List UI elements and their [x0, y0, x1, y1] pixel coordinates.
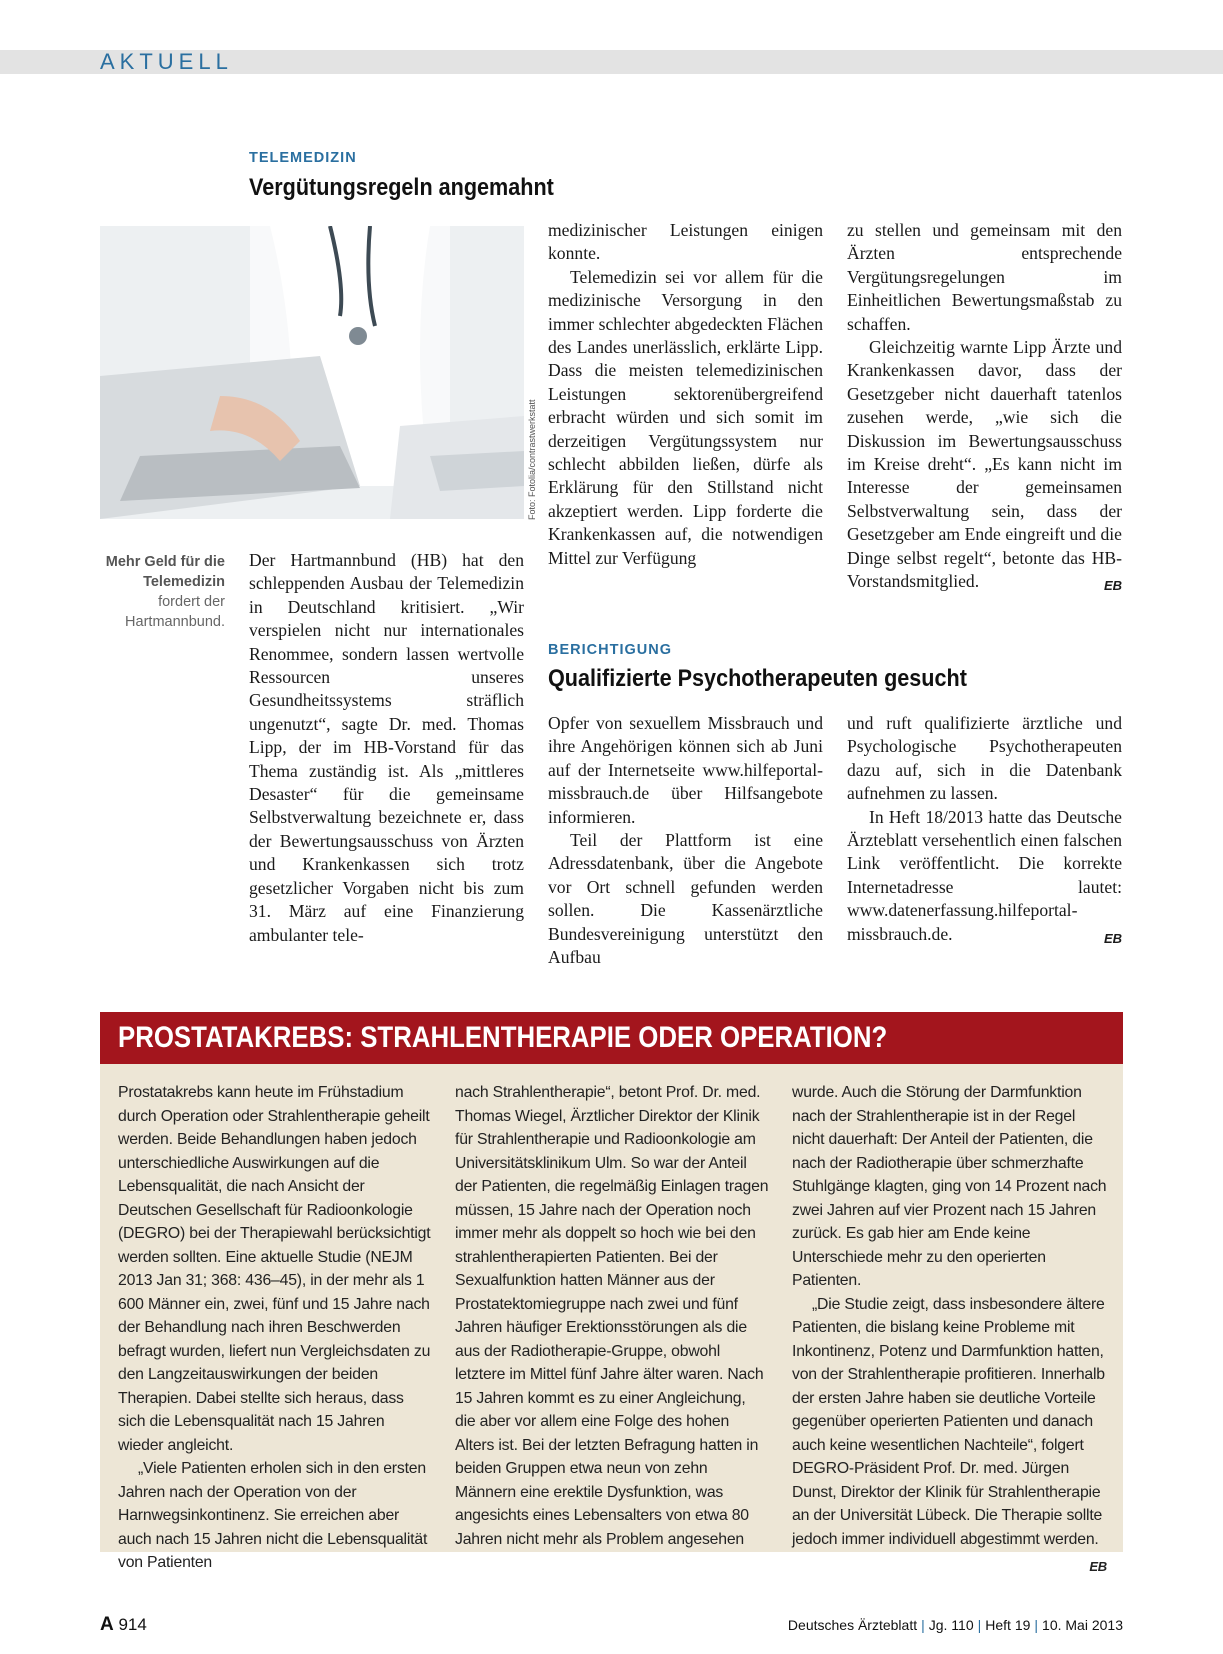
paragraph: wurde. Auch die Störung der Darmfunktion nach der Strahlentherapie ist in der Regel nicht dauerhaft: Der Anteil der Patienten, die nach der Radiotherapie über schmerzhafte Stuhlgänge klagten, ging von 14 Prozent nach zwei Jahren auf vier Prozent nach 15 Jahren zurück. Es gab hier am Ende keine Unterschiede mehr zu den operierten Patienten.: [792, 1084, 1107, 1289]
journal-info: Deutsches Ärzteblatt | Jg. 110 | Heft 19 | 10. Mai 2013: [787, 1617, 1123, 1633]
article1-photo: [100, 226, 524, 519]
page-prefix: A: [100, 1614, 114, 1635]
infobox-column-1: [118, 1081, 433, 1575]
infobox-column-3: [792, 1081, 1107, 1579]
caption-bold: Mehr Geld für die Telemedizin: [105, 554, 225, 590]
paragraph: Teil der Plattform ist eine Adressdatenbank, über die Angebote vor Ort schnell gefunden werden sollen. Die Kassenärztliche Bundesvereinigung unterstützt den Aufbau: [548, 830, 823, 968]
paragraph: Telemedizin sei vor allem für die medizinische Versorgung in den immer schlechter abgedeckten Flächen des Landes unerlässlich, erklärte Lipp. Dass die meisten telemedizinischen Leistungen sektorenübergreifend erbracht würden und sich somit im derzeitigen Vergütungssystem nur schlecht abbilden ließen, dürfe als Erklärung für den Stillstand nicht akzeptiert werden. Lipp forderte die Krankenkassen auf, die notwendigen Mittel zur Verfügung: [548, 266, 823, 568]
article1-column-1: [249, 549, 524, 947]
article1-title: Vergütungsregeln angemahnt: [249, 174, 554, 201]
article1-column-2: [548, 219, 823, 570]
article2-column-2: [847, 712, 1122, 950]
article1-kicker: TELEMEDIZIN: [249, 150, 357, 166]
doctor-laptop-image: [100, 226, 524, 519]
page-number: [100, 1614, 147, 1636]
journal-volume: Jg. 110: [928, 1617, 974, 1633]
paragraph-text: „Die Studie zeigt, dass insbesondere ältere Patienten, die bislang keine Probleme mit Inkontinenz, Potenz und Darmfunktion hatten, von der Strahlentherapie profitieren. Innerhalb der ersten Jahre haben sie deutliche Vorteile gegenüber operierten Patienten und danach auch keine wesentlichen Nachteile“, folgert DEGRO-Präsident Prof. Dr. med. Jürgen Dunst, Direktor der Klinik für Strahlentherapie an der Universität Lübeck. Die Therapie sollte jedoch immer individuell abgestimmt werden.: [792, 1295, 1105, 1548]
author-signature: EB: [1089, 1559, 1107, 1574]
paragraph: „Viele Patienten erholen sich in den ersten Jahren nach der Operation von der Harnwegsinkontinenz. Sie erreichen aber auch nach 15 Jahren nicht die Lebensqualität von Patienten: [118, 1460, 428, 1571]
infobox-title: PROSTATAKREBS: STRAHLENTHERAPIE ODER OPERATION?: [118, 1021, 888, 1054]
paragraph: und ruft qualifizierte ärztliche und Psychologische Psychotherapeuten dazu auf, sich in die Datenbank aufnehmen zu lassen.: [847, 713, 1122, 804]
journal-name: Deutsches Ärzteblatt: [787, 1617, 918, 1633]
paragraph: zu stellen und gemeinsam mit den Ärzten entsprechende Vergütungsregelungen im Einheitlichen Bewertungsmaßstab zu schaffen.: [847, 220, 1122, 334]
paragraph: nach Strahlentherapie“, betont Prof. Dr. med. Thomas Wiegel, Ärztlicher Direktor der Klinik für Strahlentherapie und Radioonkologie am Universitätsklinikum Ulm. So war der Anteil der Patienten, die regelmäßig Einlagen tragen müssen, 15 Jahre nach der Operation noch immer mehr als doppelt so hoch wie bei den strahlentherapierten Patienten. Bei der Sexualfunktion hatten Männer aus der Prostatektomiegruppe nach zwei und fünf Jahren häufiger Erektionsstörungen als die aus der Radiotherapie-Gruppe, obwohl letztere im Mittel fünf Jahre älter waren. Nach 15 Jahren kommt es zu einer Angleichung, die aber vor allem eine Folge des hohen Alters ist. Bei der letzten Befragung hatten in beiden Gruppen etwa neun von zehn Männern eine erektile Dysfunktion, was angesichts eines Lebensalters von etwa 80 Jahren nicht mehr als Problem angesehen: [455, 1084, 769, 1548]
photo-caption: [100, 552, 225, 632]
author-signature: EB: [1103, 578, 1122, 594]
article2-kicker: BERICHTIGUNG: [548, 642, 672, 658]
paragraph: Der Hartmannbund (HB) hat den schleppenden Ausbau der Telemedizin in Deutschland kritisiert. „Wir verspielen nicht nur internationales Renommee, sondern lassen wertvolle Ressourcen unseres Gesundheitssystems sträflich ungenutzt“, sagte Dr. med. Thomas Lipp, der im HB-Vorstand für das Thema zuständig ist. Als „mittleres Desaster“ für die gemeinsame Selbstverwaltung bezeichnete er, dass der Bewertungsausschuss von Ärzten und Krankenkassen sich trotz gesetzlicher Vorgaben nicht bis zum 31. März auf eine Finanzierung ambulanter tele-: [249, 550, 524, 945]
caption-rest: fordert der Hartmannbund.: [125, 594, 225, 630]
paragraph: medizinischer Leistungen einigen konnte.: [548, 220, 823, 264]
photo-credit: Foto: Fotolia/contrastwerkstatt: [527, 399, 537, 520]
paragraph-text: Gleichzeitig warnte Lipp Ärzte und Krankenkassen davor, dass der Gesetzgeber nicht dauerhaft tatenlos zusehen werde, „wie sich die Diskussion im Bewertungsausschuss im Kreise dreht“. „Es kann nicht im Interesse der gemeinsamen Selbstverwaltung sein, dass der Gesetzgeber am Ende eingreift und die Dinge selbst regelt“, betonte das HB-Vorstandsmitglied.: [847, 337, 1122, 592]
paragraph: [847, 336, 1122, 593]
paragraph: [847, 806, 1122, 946]
paragraph: Prostatakrebs kann heute im Frühstadium durch Operation oder Strahlentherapie geheilt werden. Beide Behandlungen haben jedoch unterschiedliche Auswirkungen auf die Lebensqualität, die nach Ansicht der Deutschen Gesellschaft für Radioonkologie (DEGRO) bei der Therapiewahl berücksichtigt werden sollten. Eine aktuelle Studie (NEJM 2013 Jan 31; 368: 436–45), in der mehr als 1 600 Männer ein, zwei, fünf und 15 Jahre nach der Behandlung nach ihren Beschwerden befragt wurden, liefert nun Vergleichsdaten zu den Langzeitauswirkungen der beiden Therapien. Dabei stellte sich heraus, dass sich die Lebensqualität nach 15 Jahren wieder angleicht.: [118, 1084, 431, 1454]
paragraph: Opfer von sexuellem Missbrauch und ihre Angehörigen können sich ab Juni auf der Internetseite www.hilfeportal-missbrauch.de über Hilfsangebote informieren.: [548, 713, 823, 827]
article2-column-1: [548, 712, 823, 969]
paragraph-text: In Heft 18/2013 hatte das Deutsche Ärzteblatt versehentlich einen falschen Link veröffentlicht. Die korrekte Internetadresse lautet: www.datenerfassung.hilfeportal-missbrauch.de.: [847, 806, 1122, 944]
article2-title: Qualifizierte Psychotherapeuten gesucht: [548, 665, 967, 692]
page-number-value: 914: [118, 1615, 147, 1634]
journal-issue: Heft 19: [985, 1617, 1031, 1633]
section-label: AKTUELL: [100, 49, 233, 74]
author-signature: EB: [1103, 930, 1122, 946]
journal-date: 10. Mai 2013: [1042, 1617, 1123, 1633]
paragraph: [792, 1293, 1107, 1574]
article1-column-3: [847, 219, 1122, 598]
infobox-column-2: [455, 1081, 770, 1551]
